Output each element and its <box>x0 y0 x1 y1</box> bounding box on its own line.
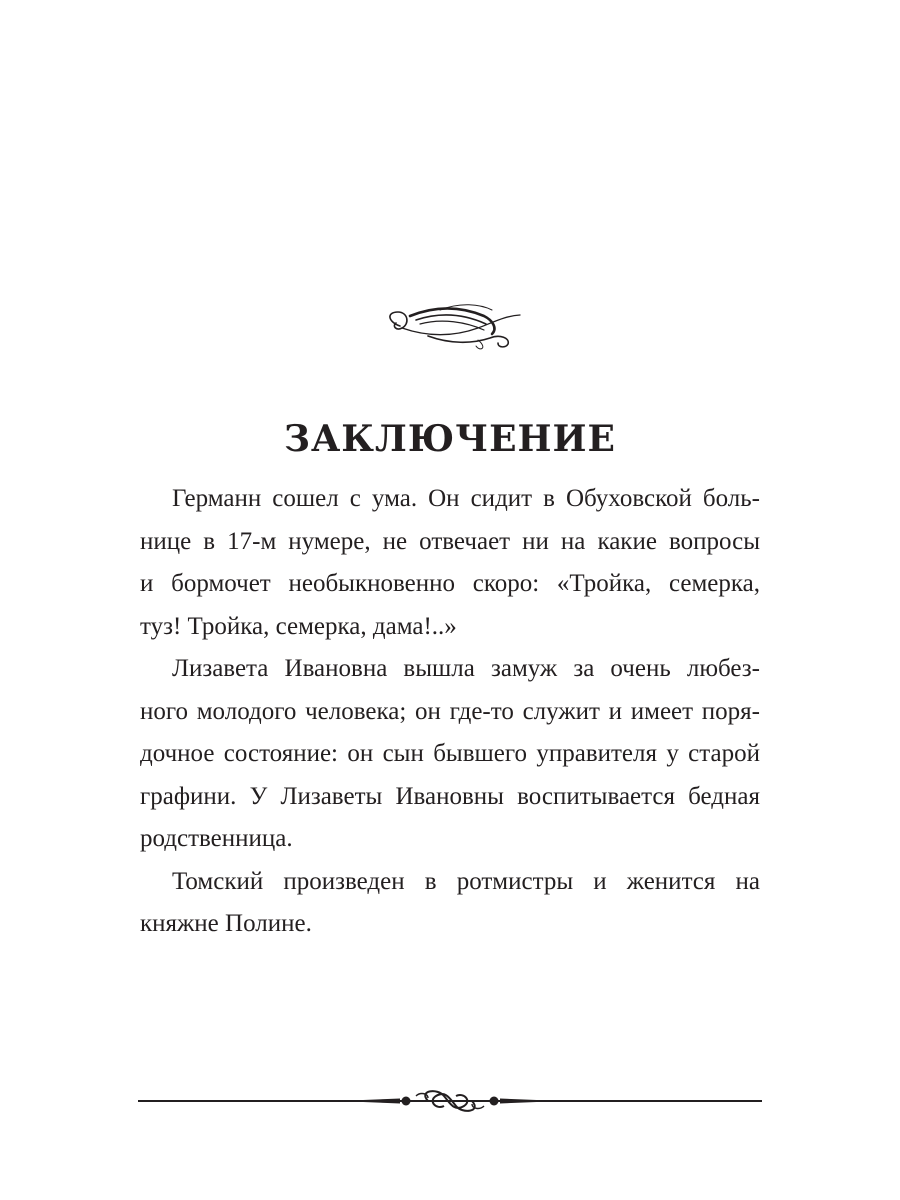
text-line: графини. У Лизаветы Ивановны воспитывается бедная <box>140 782 760 810</box>
text-line: дочное состояние: он сын бывшего управителя у старой <box>140 740 760 767</box>
text-line: нице в 17-м нумере, не отвечает ни на какие вопросы <box>140 527 760 555</box>
text-line: княжне Полине. <box>140 910 312 937</box>
chapter-title: ЗАКЛЮЧЕНИЕ <box>284 418 616 460</box>
decorative-rule-icon <box>138 1084 762 1118</box>
text-line: Томский произведен в ротмистры и женится на <box>172 867 760 895</box>
text-line: Германн сошел с ума. Он сидит в Обуховской боль- <box>172 485 760 512</box>
text-line: ного молодого человека; он где-то служит и имеет поря- <box>140 697 760 725</box>
text-line: Лизавета Ивановна вышла замуж за очень любез- <box>172 655 760 682</box>
flourish-ornament-icon <box>380 298 528 352</box>
text-line: родственница. <box>140 825 293 852</box>
text-line: туз! Тройка, семерка, дама!..» <box>140 612 457 640</box>
text-line: и бормочет необыкновенно скоро: «Тройка, семерка, <box>140 570 760 597</box>
chapter-body <box>140 478 760 946</box>
